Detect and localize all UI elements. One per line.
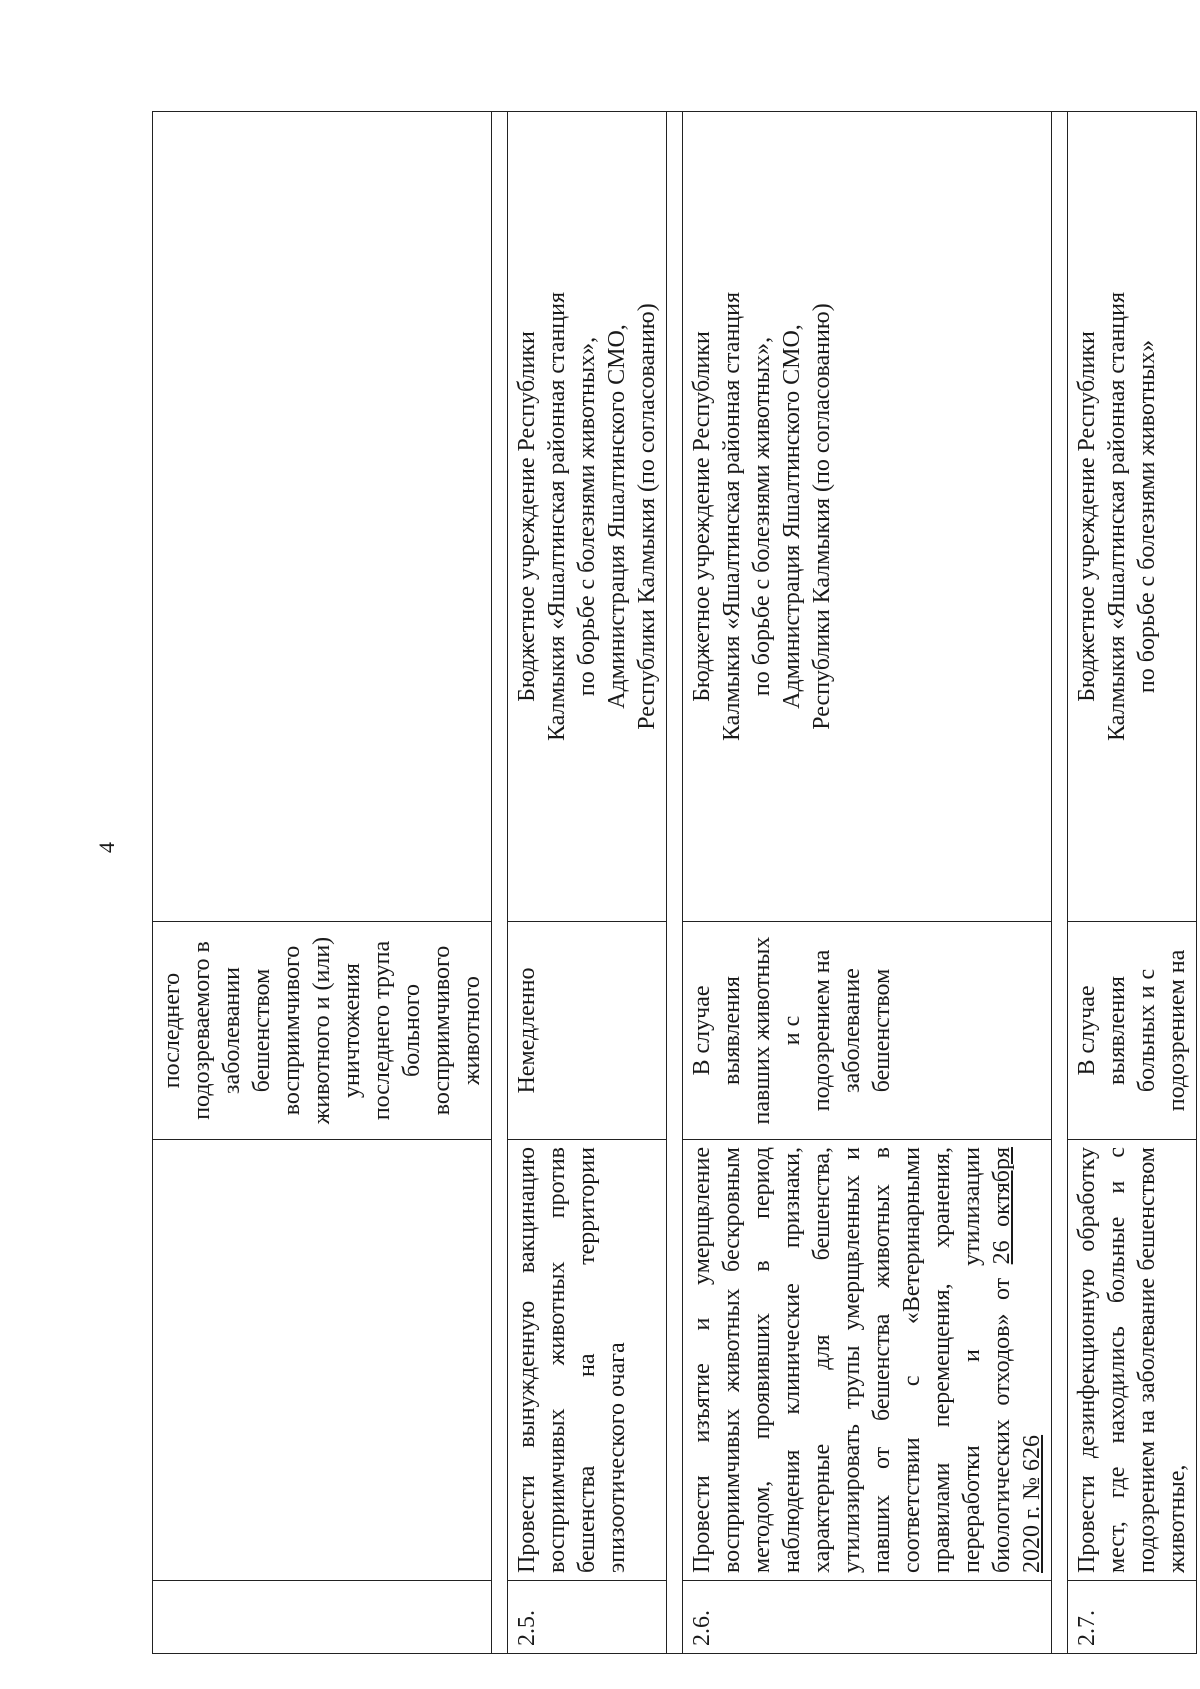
term-cell (683, 922, 1052, 1140)
term-line: бешенством (869, 968, 895, 1093)
term-line: В случае выявления (1074, 976, 1130, 1085)
responsible-cell (508, 112, 667, 922)
term-line: подозрением на (1164, 949, 1190, 1112)
term-line: животного (459, 976, 485, 1085)
responsible-line: Республики Калмыкия (по согласованию) (809, 303, 835, 730)
responsible-line: Калмыкия «Яшалтинская районная станция (1104, 291, 1130, 742)
action-cell (508, 1140, 667, 1581)
page-number: 4 (94, 842, 119, 853)
term-line: уничтожения (339, 963, 365, 1098)
table-row-continued (153, 112, 492, 1654)
item-number-cell: 2.6. (683, 1581, 1052, 1654)
responsible-line: по борьбе с болезнями животных», (574, 336, 600, 697)
term-line: восприимчивого (429, 945, 455, 1116)
responsible-line: Бюджетное учреждение Республики (689, 331, 715, 702)
term-line: подозрением на (809, 949, 835, 1112)
term-line: последнего трупа (369, 940, 395, 1121)
term-line: В случае выявления (689, 976, 745, 1085)
responsible-line: по борьбе с болезнями животных», (749, 336, 775, 697)
regulation-date-underlined: 26 октября 2020 г. № 626 (989, 1147, 1045, 1573)
responsible-line: Республики Калмыкия (по согласованию) (634, 303, 660, 730)
item-number-cell (153, 1581, 492, 1654)
term-line: животного и (или) (309, 936, 335, 1125)
table-row-2-6 (683, 112, 1052, 1654)
responsible-line: Калмыкия «Яшалтинская районная станция (544, 291, 570, 742)
term-cell (1068, 922, 1197, 1140)
action-text: Провести дезинфекционную обработку мест, где находились больные и с подозрением на заболевание бешенством животные, (1074, 1147, 1190, 1573)
term-line: заболевании (219, 967, 245, 1094)
responsible-cell (1068, 112, 1197, 922)
action-cell (1068, 1140, 1197, 1581)
responsible-line: Бюджетное учреждение Республики (514, 331, 540, 702)
term-line: Немедленно (514, 967, 540, 1094)
action-cell (153, 1140, 492, 1581)
term-line: бешенством (249, 968, 275, 1093)
item-number-cell: 2.7. (1068, 1581, 1197, 1654)
term-line: павших животных и с (749, 936, 805, 1125)
responsible-line: по борьбе с болезнями животных» (1134, 339, 1160, 694)
responsible-cell (153, 112, 492, 922)
term-cell (153, 922, 492, 1140)
responsible-line: Бюджетное учреждение Республики (1074, 331, 1100, 702)
term-line: восприимчивого (279, 945, 305, 1116)
table-row-2-7 (1068, 112, 1197, 1654)
term-line: подозреваемого в (189, 941, 215, 1120)
row-gap (1052, 112, 1068, 1654)
action-text: Провести изъятие и умерщвление восприимчивых животных бескровным методом, проявивших в период наблюдения клинические признаки, характерные для бешенства, утилизировать трупы умерщвленных и павших от бешенства животных в соответствии с «Ветеринарными правилами перемещения, хранения, переработки и утилизации биологических отходов» от (689, 1147, 1015, 1573)
measures-table (152, 111, 1197, 1654)
term-line: больных и с (1134, 968, 1160, 1093)
row-gap (492, 112, 508, 1654)
responsible-line: Администрация Яшалтинского СМО, (604, 324, 630, 709)
action-text: Провести вынужденную вакцинацию восприимчивых животных против бешенства на территории эпизоотического очага (514, 1147, 630, 1573)
term-line: больного (399, 984, 425, 1077)
row-gap (667, 112, 683, 1654)
responsible-cell (683, 112, 1052, 922)
table-row-2-5 (508, 112, 667, 1654)
responsible-line: Администрация Яшалтинского СМО, (779, 324, 805, 709)
term-line: заболевание (839, 968, 865, 1093)
responsible-line: Калмыкия «Яшалтинская районная станция (719, 291, 745, 742)
term-cell (508, 922, 667, 1140)
term-line: последнего (159, 972, 185, 1089)
item-number-cell: 2.5. (508, 1581, 667, 1654)
rotated-table-container (152, 112, 1190, 1654)
action-cell (683, 1140, 1052, 1581)
